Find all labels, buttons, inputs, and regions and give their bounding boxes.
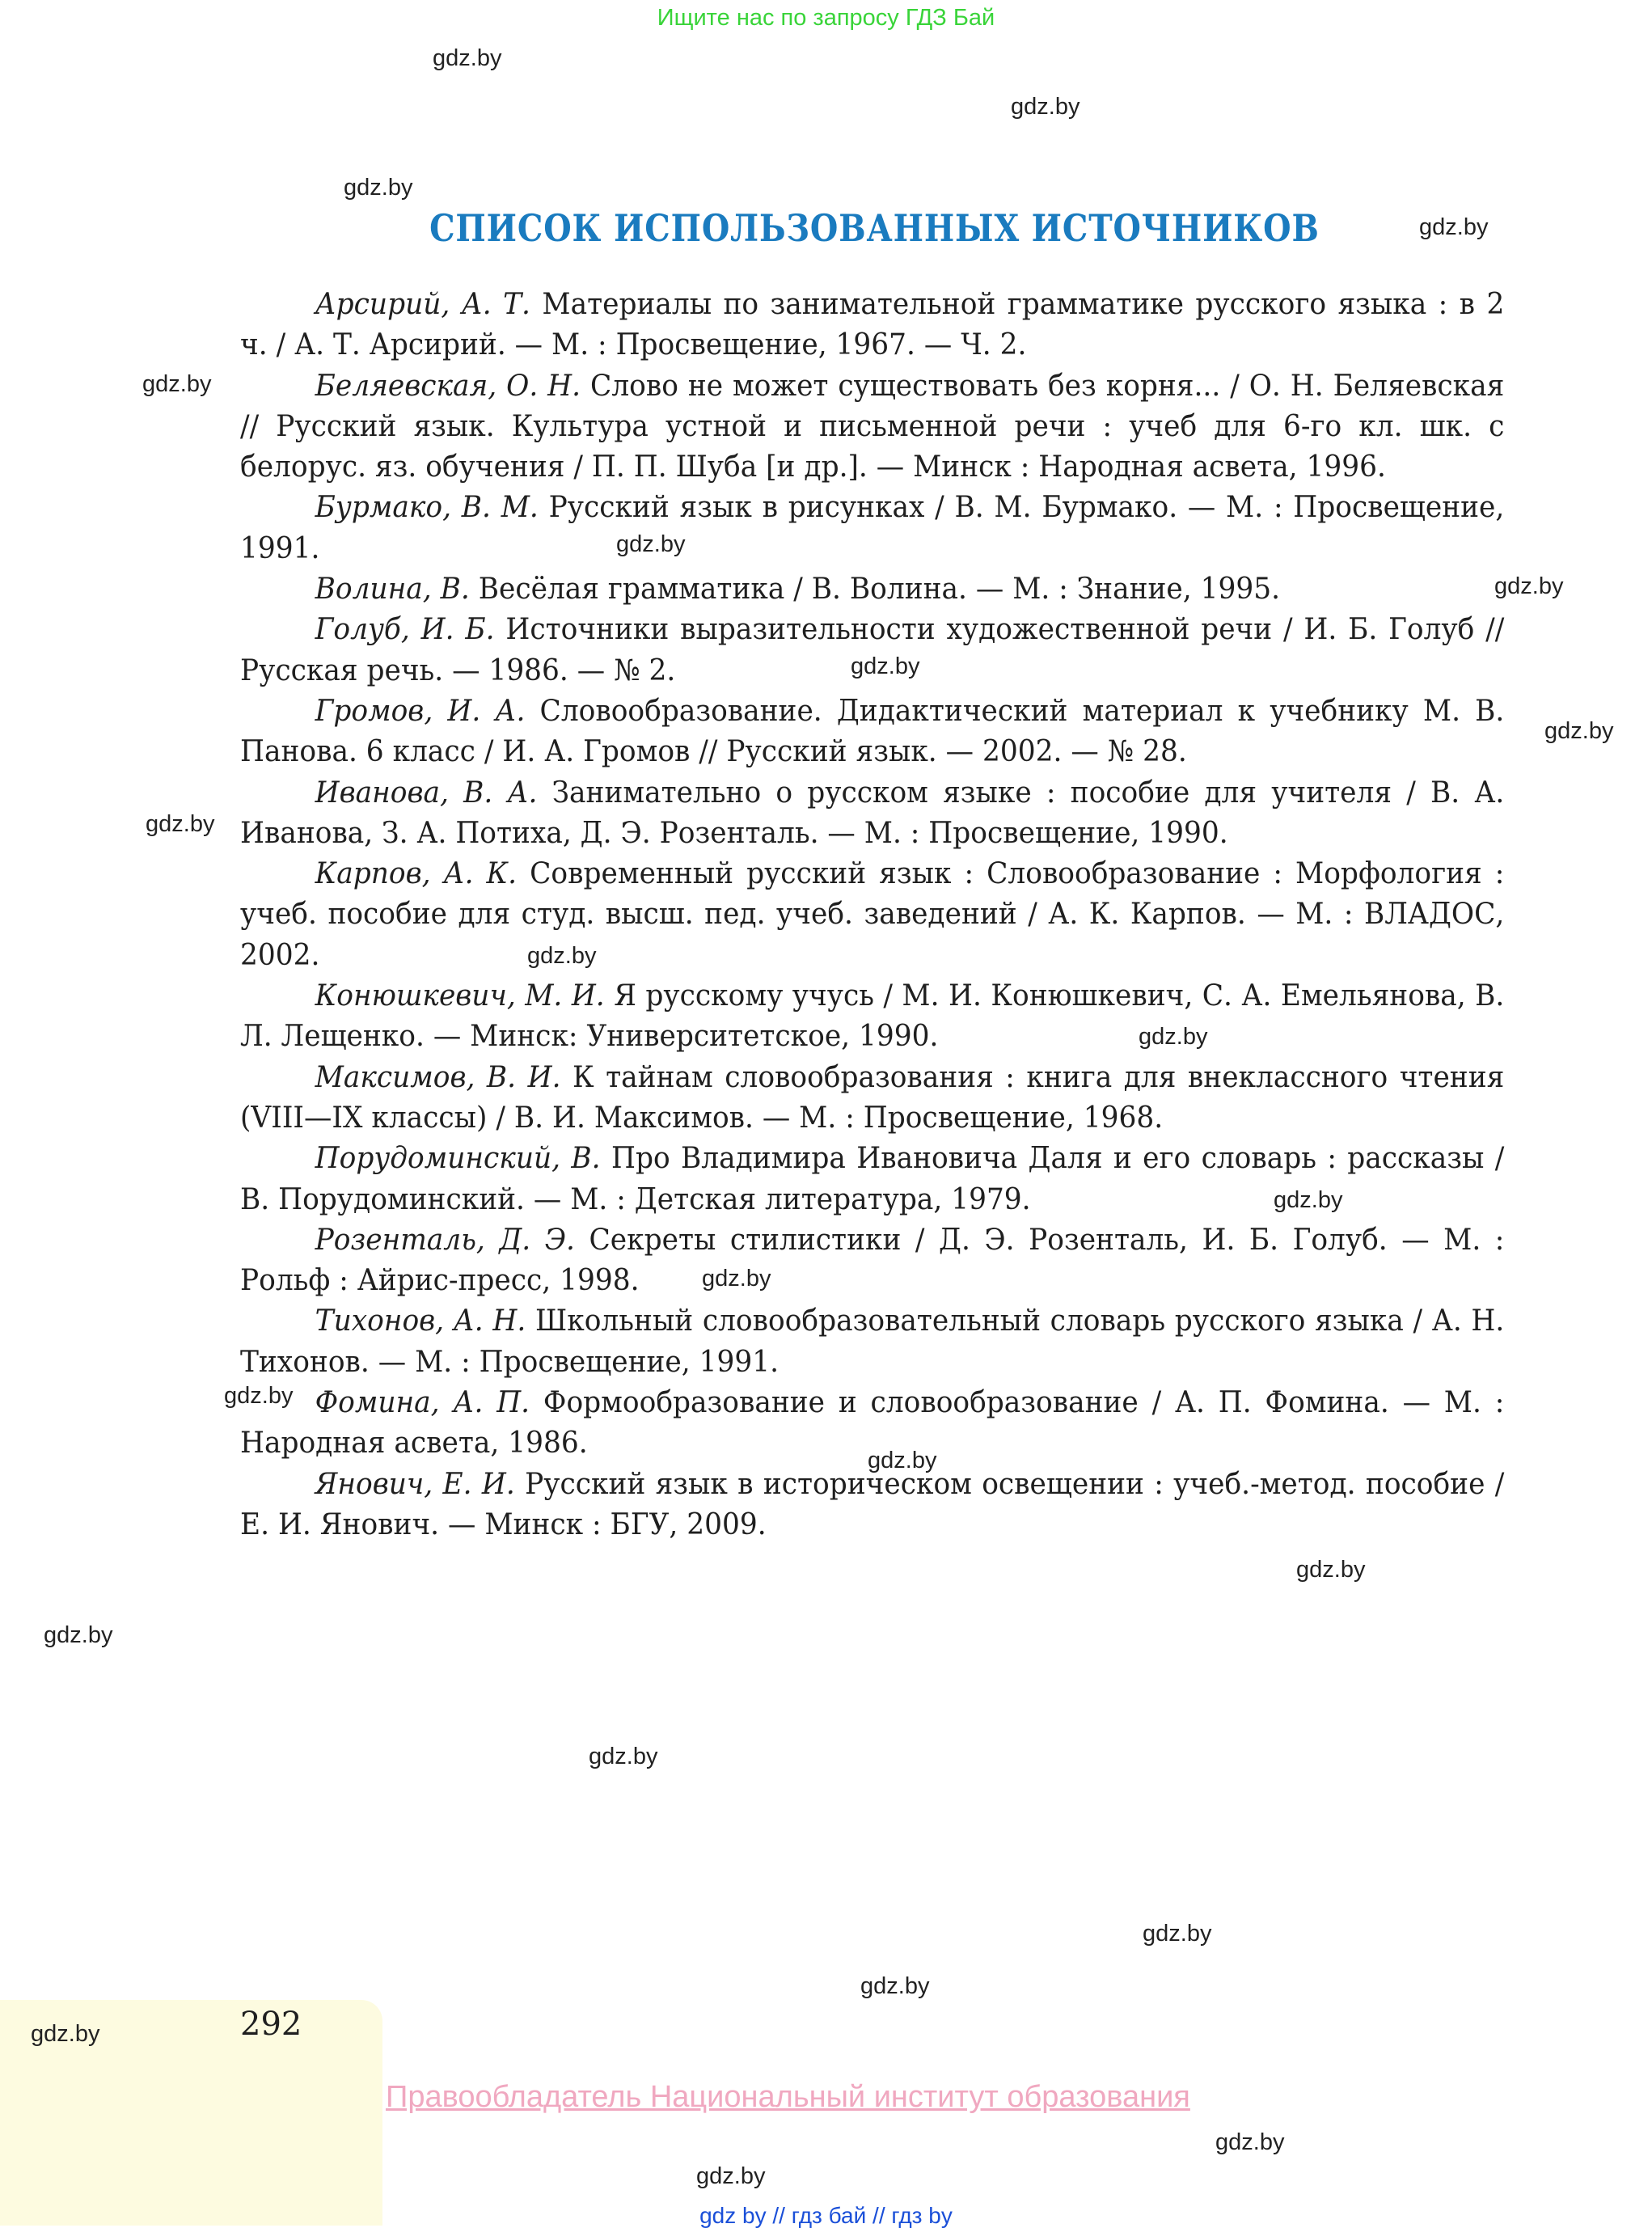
reference-author: Громов, И. А. (315, 694, 526, 728)
watermark: gdz.by (1494, 573, 1564, 599)
reference-author: Голуб, И. Б. (315, 613, 495, 647)
watermark: gdz.by (589, 1744, 658, 1769)
watermark: gdz.by (1143, 1921, 1212, 1947)
watermark: gdz.by (1544, 718, 1614, 744)
reference-text: Школьный словообразовательный словарь русского языка / А. Н. Тихонов. — М. : Просвещение, 1991. (240, 1304, 1505, 1379)
reference-item (240, 773, 1504, 855)
reference-item (240, 1301, 1504, 1383)
watermark: gdz.by (31, 2021, 100, 2047)
reference-item (240, 488, 1504, 569)
reference-text: Русский язык в историческом освещении : учеб.-метод. пособие / Е. И. Янович. — Минск : БГУ, 2009. (240, 1467, 1505, 1541)
reference-item (240, 854, 1504, 976)
watermark: gdz.by (1274, 1187, 1343, 1213)
reference-author: Иванова, В. А. (315, 776, 538, 810)
reference-item (240, 1465, 1504, 1546)
reference-author: Янович, Е. И. (315, 1467, 515, 1501)
watermark: gdz.by (344, 175, 413, 201)
reference-text: Материалы по занимательной грамматике русского языка : в 2 ч. / А. Т. Арсирий. — М. : Просвещение, 1967. — Ч. 2. (240, 288, 1505, 362)
reference-item (240, 366, 1504, 488)
reference-author: Порудоминский, В. (315, 1142, 601, 1176)
reference-item (240, 976, 1504, 1058)
reference-author: Тихонов, А. Н. (315, 1304, 526, 1338)
references-list (240, 285, 1504, 1545)
reference-author: Конюшкевич, М. И. (315, 979, 605, 1013)
watermark: gdz.by (142, 371, 212, 397)
reference-item (240, 691, 1504, 773)
link-gdz-by[interactable]: gdz by (699, 2203, 767, 2228)
link-separator: // (772, 2203, 785, 2228)
reference-author: Волина, В. (315, 573, 470, 607)
watermark: gdz.by (44, 1622, 113, 1648)
watermark: gdz.by (527, 943, 597, 969)
reference-item (240, 569, 1504, 610)
page-number: 292 (240, 2006, 302, 2043)
reference-text: К тайнам словообразования : книга для внеклассного чтения (VIII—IX классы) / В. И. Максимов. — М. : Просвещение, 1968. (240, 1060, 1505, 1135)
reference-text: Источники выразительности художественной речи / И. Б. Голуб // Русская речь. — 1986. — № 2. (240, 613, 1505, 687)
watermark: gdz.by (860, 1973, 930, 1999)
watermark: gdz.by (224, 1383, 294, 1409)
reference-author: Карпов, А. К. (315, 857, 518, 891)
reference-text: Про Владимира Ивановича Даля и его словарь : рассказы / В. Порудоминский. — М. : Детская литература, 1979. (240, 1142, 1505, 1216)
reference-text: Словообразование. Дидактический материал к учебнику М. В. Панова. 6 класс / И. А. Громов // Русский язык. — 2002. — № 28. (240, 694, 1505, 769)
top-banner[interactable]: Ищите нас по запросу ГДЗ Бай (657, 5, 995, 31)
reference-text: Секреты стилистики / Д. Э. Розенталь, И. Б. Голуб. — М. : Рольф : Айрис-пресс, 1998. (240, 1223, 1505, 1298)
reference-item (240, 285, 1504, 366)
watermark: gdz.by (146, 811, 215, 837)
reference-text: Я русскому учусь / М. И. Конюшкевич, С. А. Емельянова, В. Л. Лещенко. — Минск: Университетское, 1990. (240, 979, 1505, 1054)
link-gdz-by-ru[interactable]: гдз by (891, 2203, 953, 2228)
reference-author: Максимов, В. И. (315, 1060, 561, 1094)
reference-text: Занимательно о русском языке : пособие для учителя / В. А. Иванова, З. А. Потиха, Д. Э. Розенталь. — М. : Просвещение, 1990. (240, 776, 1505, 850)
watermark: gdz.by (868, 1448, 937, 1473)
watermark: gdz.by (1011, 94, 1080, 120)
watermark: gdz.by (851, 653, 920, 679)
reference-item (240, 1220, 1504, 1302)
watermark: gdz.by (696, 2163, 766, 2189)
watermark: gdz.by (1215, 2129, 1285, 2155)
reference-text: Формообразование и словообразование / А. П. Фомина. — М. : Народная асвета, 1986. (240, 1386, 1505, 1461)
link-separator: // (872, 2203, 885, 2228)
watermark: gdz.by (1139, 1024, 1208, 1050)
link-gdz-bai[interactable]: гдз бай (791, 2203, 867, 2228)
reference-text: Русский язык в рисунках / В. М. Бурмако. — М. : Просвещение, 1991. (240, 491, 1505, 565)
reference-text: Современный русский язык : Словообразование : Морфология : учеб. пособие для студ. высш. пед. учеб. заведений / А. К. Карпов. — М. : ВЛАДОС, 2002. (240, 857, 1505, 972)
reference-author: Беляевская, О. Н. (315, 369, 581, 403)
watermark: gdz.by (1296, 1557, 1366, 1583)
watermark: gdz.by (433, 45, 502, 71)
reference-author: Розенталь, Д. Э. (315, 1223, 575, 1257)
page-title: СПИСОК ИСПОЛЬЗОВАННЫХ ИСТОЧНИКОВ (429, 206, 1320, 250)
watermark: gdz.by (1419, 214, 1489, 240)
reference-author: Бурмако, В. М. (315, 491, 539, 525)
reference-author: Арсирий, А. Т. (315, 288, 530, 321)
reference-text: Весёлая грамматика / В. Волина. — М. : Знание, 1995. (469, 573, 1281, 607)
copyright-link[interactable]: Правообладатель Национальный институт образования (386, 2080, 1190, 2114)
reference-item (240, 1058, 1504, 1139)
reference-text: Слово не может существовать без корня... / О. Н. Беляевская // Русский язык. Культура устной и письменной речи : учеб для 6-го кл. шк. с белорус. яз. обучения / П. П. Шуба [и др.]. — Минск : Народная асвета, 1996. (240, 369, 1505, 484)
watermark: gdz.by (702, 1266, 771, 1292)
reference-author: Фомина, А. П. (315, 1386, 530, 1420)
watermark: gdz.by (616, 531, 686, 557)
bottom-links (0, 2203, 1652, 2228)
